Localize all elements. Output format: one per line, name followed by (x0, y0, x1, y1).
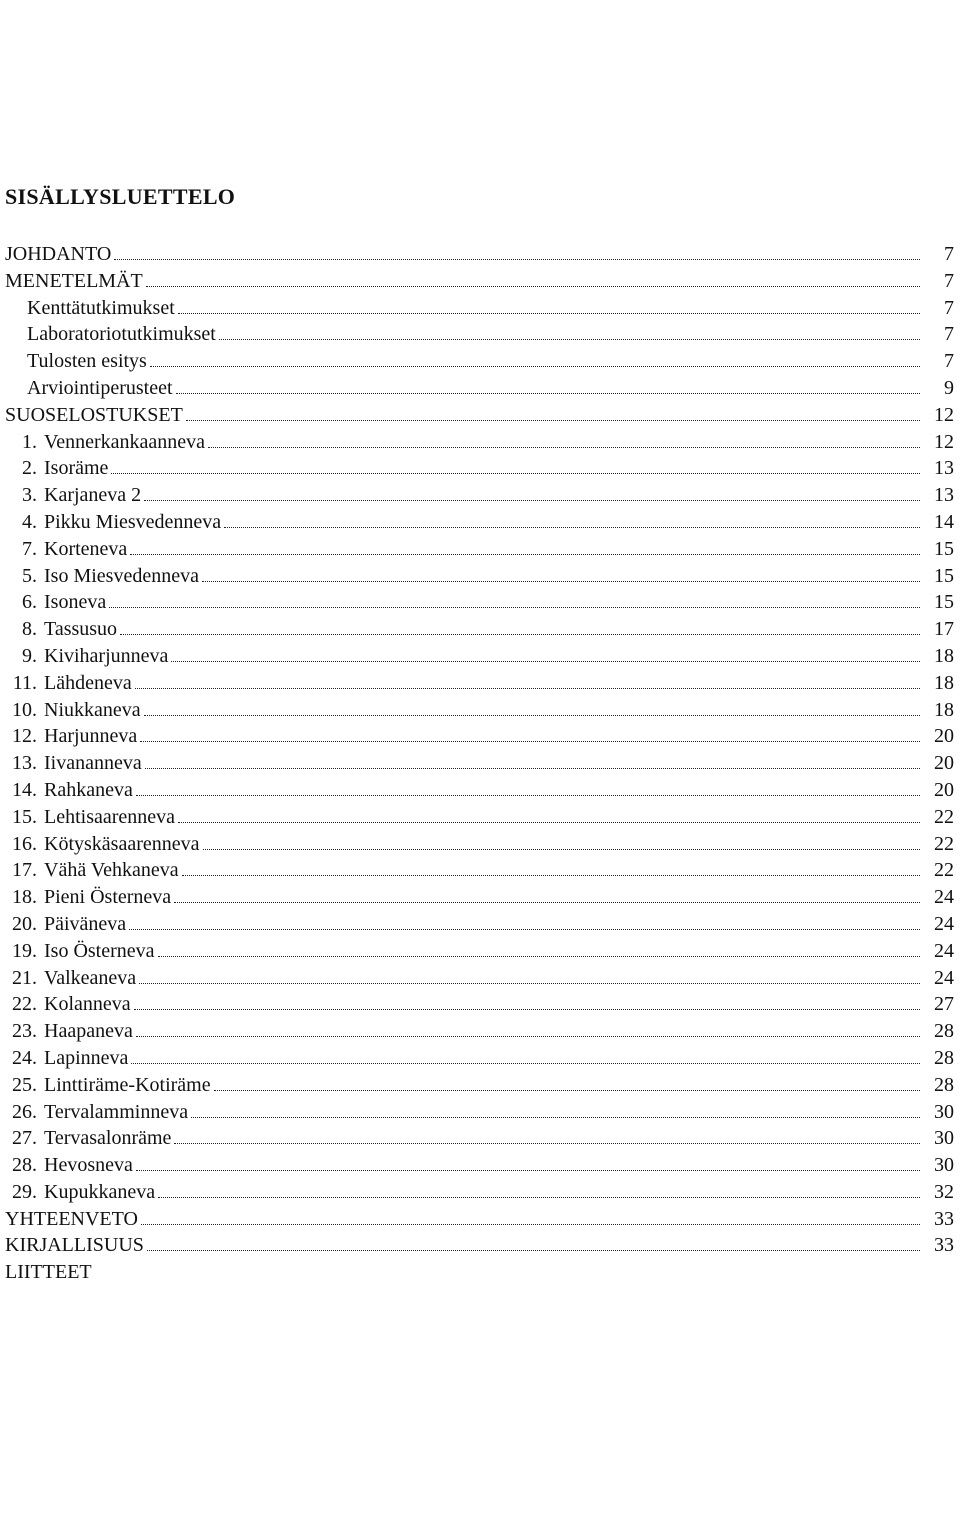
toc-entry (5, 1045, 960, 1072)
toc-entry-page-number: 30 (934, 1100, 954, 1123)
toc-entry-page-number: 30 (934, 1154, 954, 1177)
toc-entry-label (5, 536, 127, 562)
toc-entry (5, 321, 960, 348)
toc-entry (5, 831, 960, 858)
toc-entry-label (5, 1152, 133, 1178)
toc-entry-label (5, 563, 199, 589)
toc-entry-number: 23. (12, 1020, 37, 1043)
toc-entry-page-number: 32 (934, 1180, 954, 1203)
toc-entry-page-number: 27 (934, 993, 954, 1016)
dot-leader (174, 1143, 920, 1144)
toc-entry (5, 643, 960, 670)
toc-entry-page-number: 30 (934, 1127, 954, 1150)
toc-entry-number: 25. (12, 1073, 37, 1096)
dot-leader (144, 715, 920, 716)
dot-leader (134, 1009, 920, 1010)
toc-entry-title: Isoneva (44, 591, 107, 614)
toc-entry-label (5, 1099, 188, 1125)
toc-entry-title: Karjaneva 2 (44, 484, 142, 507)
dot-leader (186, 420, 920, 421)
dot-leader (140, 741, 920, 742)
toc-entry-number: 16. (12, 832, 37, 855)
toc-entry-number: 10. (12, 698, 37, 721)
toc-entry-number: 14. (12, 778, 37, 801)
toc-entry-title: Lapinneva (44, 1046, 129, 1069)
toc-entry-title: Kupukkaneva (44, 1180, 156, 1203)
toc-entry-number: 18. (12, 886, 37, 909)
toc-entry-page-number: 18 (934, 644, 954, 667)
toc-entry (5, 429, 960, 456)
toc-entry-label (5, 643, 168, 669)
toc-entry-number: 7. (22, 537, 37, 560)
toc-entry-page-number: 14 (934, 510, 954, 533)
dot-leader (150, 366, 920, 367)
toc-entry-label (5, 750, 142, 776)
toc-entry-page-number: 15 (934, 537, 954, 560)
toc-entry-number: 1. (22, 430, 37, 453)
toc-entry (5, 777, 960, 804)
toc-entry-number: 17. (12, 859, 37, 882)
toc-entry-title: JOHDANTO (5, 243, 112, 265)
toc-entry-title: Iso Miesvedenneva (44, 564, 199, 587)
toc-entry-label (5, 321, 216, 347)
toc-entry-number: 5. (22, 564, 37, 587)
toc-entry-page-number: 17 (934, 618, 954, 641)
toc-entry-label (5, 1125, 171, 1151)
dot-leader (158, 956, 920, 957)
toc-entry-title: Niukkaneva (44, 698, 141, 721)
toc-entry-number: 12. (12, 725, 37, 748)
toc-entry-label (5, 295, 175, 321)
toc-entry-number: 24. (12, 1046, 37, 1069)
toc-entry-label (5, 348, 147, 374)
toc-entry-number: 27. (12, 1127, 37, 1150)
toc-entry-number: 26. (12, 1100, 37, 1123)
dot-leader (219, 339, 920, 340)
toc-entry (5, 563, 960, 590)
toc-entry-label (5, 241, 111, 267)
toc-entry-number: 11. (12, 671, 37, 694)
toc-entry (5, 1125, 960, 1152)
toc-entry-label (5, 375, 173, 401)
toc-entry (5, 295, 960, 322)
toc-entry (5, 911, 960, 938)
toc-entry-page-number: 24 (934, 912, 954, 935)
toc-entry-page-number: 7 (944, 243, 954, 265)
toc-entry-label (5, 402, 183, 428)
dot-leader (182, 875, 920, 876)
toc-entry (5, 536, 960, 563)
toc-entry-page-number: 7 (944, 269, 954, 292)
toc-entry-label (5, 429, 205, 455)
toc-entry (5, 1018, 960, 1045)
toc-entry-title: SUOSELOSTUKSET (5, 403, 183, 426)
toc-entry (5, 616, 960, 643)
toc-entry-title: Iivananneva (44, 752, 142, 775)
toc-entry-label (5, 670, 132, 696)
toc-entry-number: 6. (22, 591, 37, 614)
toc-entry-page-number: 18 (934, 671, 954, 694)
toc-entry-label (5, 589, 106, 615)
dot-leader (111, 473, 920, 474)
toc-entry-page-number: 7 (944, 350, 954, 373)
toc-entry-page-number: 24 (934, 939, 954, 962)
dot-leader (208, 447, 920, 448)
dot-leader (158, 1197, 920, 1198)
toc-entry (5, 375, 960, 402)
toc-entry-page-number: 7 (944, 296, 954, 319)
toc-entry-page-number: 24 (934, 886, 954, 909)
toc-entry-label (5, 911, 126, 937)
toc-entry-page-number: 22 (934, 832, 954, 855)
toc-entry-number: 13. (12, 752, 37, 775)
toc-entry-title: Linttiräme-Kotiräme (44, 1073, 211, 1096)
dot-leader (136, 1036, 920, 1037)
toc-entry (5, 857, 960, 884)
toc-entry (5, 884, 960, 911)
toc-entry-title: Valkeaneva (44, 966, 137, 989)
toc-entry (5, 965, 960, 992)
toc-entry-title: Vennerkankaanneva (44, 430, 206, 453)
toc-entry (5, 938, 960, 965)
toc-entry-label (5, 482, 141, 508)
toc-entry (5, 1072, 960, 1099)
toc-entry-page-number: 28 (934, 1046, 954, 1069)
toc-entry-page-number: 15 (934, 591, 954, 614)
toc-entry-page-number: 20 (934, 778, 954, 801)
toc-entry-page-number: 22 (934, 805, 954, 828)
toc-entry-title: Kiviharjunneva (44, 644, 169, 667)
toc-entry-page-number: 33 (934, 1207, 954, 1230)
dot-leader (136, 795, 920, 796)
toc-entry-title: YHTEENVETO (5, 1207, 138, 1230)
toc-entry-number: 15. (12, 805, 37, 828)
toc-entry (5, 1152, 960, 1179)
toc-entry-page-number: 28 (934, 1020, 954, 1043)
toc-entry-number: 29. (12, 1180, 37, 1203)
toc-entry-label (5, 268, 143, 294)
toc-entry-title: Iso Österneva (44, 939, 155, 962)
page-title: SISÄLLYSLUETTELO (5, 184, 236, 209)
dot-leader (203, 849, 921, 850)
toc-entry-label (5, 804, 175, 830)
dot-leader (130, 554, 920, 555)
toc-entry-page-number: 12 (934, 430, 954, 453)
toc-entry (5, 241, 960, 268)
dot-leader (178, 822, 920, 823)
toc-entry-page-number: 24 (934, 966, 954, 989)
toc-entry-number: 9. (22, 644, 37, 667)
toc-entry-title: Kötyskäsaarenneva (44, 832, 200, 855)
toc-entry-label (5, 1018, 133, 1044)
toc-entry-page-number: 33 (934, 1234, 954, 1257)
toc-entry-title: LIITTEET (5, 1261, 92, 1284)
toc-entry-title: Arviointiperusteet (27, 376, 173, 399)
toc-entry-number: 21. (12, 966, 37, 989)
toc-entry-label (5, 831, 200, 857)
toc-entry-page-number: 9 (944, 376, 954, 399)
table-of-contents (5, 241, 960, 1286)
toc-entry-title: Vähä Vehkaneva (44, 859, 179, 882)
toc-entry-title: Isoräme (44, 457, 109, 480)
dot-leader (191, 1117, 920, 1118)
dot-leader (202, 581, 920, 582)
toc-entry-page-number: 12 (934, 403, 954, 426)
toc-entry-title: Kenttätutkimukset (27, 296, 175, 319)
toc-entry-label (5, 697, 141, 723)
toc-entry (5, 697, 960, 724)
toc-entry-label (5, 1206, 138, 1232)
toc-entry (5, 670, 960, 697)
toc-entry-title: Tervalamminneva (44, 1100, 189, 1123)
toc-entry (5, 1232, 960, 1259)
toc-entry-label (5, 1259, 92, 1285)
dot-leader (224, 527, 920, 528)
toc-entry-page-number: 18 (934, 698, 954, 721)
toc-entry (5, 1099, 960, 1126)
toc-entry-page-number: 13 (934, 457, 954, 480)
dot-leader (146, 286, 920, 287)
toc-entry-title: Harjunneva (44, 725, 138, 748)
dot-leader (171, 661, 920, 662)
toc-entry-number: 28. (12, 1154, 37, 1177)
toc-entry (5, 402, 960, 429)
toc-entry-title: Lähdeneva (44, 671, 132, 694)
toc-entry-number: 4. (22, 510, 37, 533)
toc-entry-label (5, 857, 179, 883)
toc-entry (5, 1206, 960, 1233)
toc-entry-label (5, 884, 171, 910)
toc-entry (5, 482, 960, 509)
toc-entry-title: Rahkaneva (44, 778, 133, 801)
toc-entry-page-number: 7 (944, 323, 954, 346)
toc-entry-title: Kolanneva (44, 993, 131, 1016)
toc-entry-title: Pikku Miesvedenneva (44, 510, 222, 533)
toc-entry (5, 1179, 960, 1206)
dot-leader (176, 393, 920, 394)
dot-leader (114, 259, 920, 260)
toc-entry (5, 723, 960, 750)
toc-entry-label (5, 965, 136, 991)
dot-leader (147, 1250, 920, 1251)
toc-entry-label (5, 991, 131, 1017)
toc-entry-title: Laboratoriotutkimukset (27, 323, 216, 346)
toc-entry-number: 3. (22, 484, 37, 507)
toc-entry-page-number: 20 (934, 752, 954, 775)
toc-entry (5, 348, 960, 375)
dot-leader (131, 1063, 920, 1064)
toc-entry-title: KIRJALLISUUS (5, 1234, 144, 1257)
toc-entry-label (5, 723, 137, 749)
dot-leader (145, 768, 920, 769)
toc-entry (5, 509, 960, 536)
toc-entry-label (5, 509, 221, 535)
toc-entry-number: 22. (12, 993, 37, 1016)
toc-entry-title: Tulosten esitys (27, 350, 147, 373)
dot-leader (136, 1170, 920, 1171)
toc-entry-title: Pieni Österneva (44, 886, 172, 909)
toc-entry-page-number: 13 (934, 484, 954, 507)
dot-leader (144, 500, 920, 501)
toc-entry-number: 2. (22, 457, 37, 480)
toc-entry-title: Päiväneva (44, 912, 127, 935)
toc-entry (5, 1259, 960, 1286)
toc-entry-label (5, 1232, 144, 1258)
toc-entry-page-number: 22 (934, 859, 954, 882)
toc-entry-label (5, 1045, 128, 1071)
toc-entry-label (5, 1179, 155, 1205)
dot-leader (178, 313, 920, 314)
toc-entry-title: Hevosneva (44, 1154, 133, 1177)
toc-entry-label (5, 616, 117, 642)
dot-leader (129, 929, 920, 930)
toc-entry-title: Korteneva (44, 537, 128, 560)
toc-entry-number: 8. (22, 618, 37, 641)
toc-entry (5, 991, 960, 1018)
toc-entry-page-number: 20 (934, 725, 954, 748)
dot-leader (174, 902, 920, 903)
toc-entry-title: Tervasalonräme (44, 1127, 172, 1150)
toc-entry-page-number: 28 (934, 1073, 954, 1096)
dot-leader (109, 607, 920, 608)
toc-entry-label (5, 455, 108, 481)
toc-entry-label (5, 1072, 211, 1098)
toc-entry (5, 268, 960, 295)
toc-entry (5, 589, 960, 616)
toc-entry-title: MENETELMÄT (5, 269, 143, 292)
toc-entry (5, 455, 960, 482)
toc-entry-title: Lehtisaarenneva (44, 805, 176, 828)
dot-leader (139, 983, 920, 984)
dot-leader (135, 688, 920, 689)
toc-entry (5, 804, 960, 831)
toc-entry-page-number: 15 (934, 564, 954, 587)
toc-entry-label (5, 938, 155, 964)
dot-leader (120, 634, 920, 635)
dot-leader (214, 1090, 920, 1091)
toc-entry-number: 20. (12, 912, 37, 935)
toc-entry (5, 750, 960, 777)
toc-entry-title: Haapaneva (44, 1020, 133, 1043)
toc-entry-number: 19. (12, 939, 37, 962)
toc-entry-title: Tassusuo (44, 618, 118, 641)
toc-entry-label (5, 777, 133, 803)
dot-leader (141, 1224, 920, 1225)
